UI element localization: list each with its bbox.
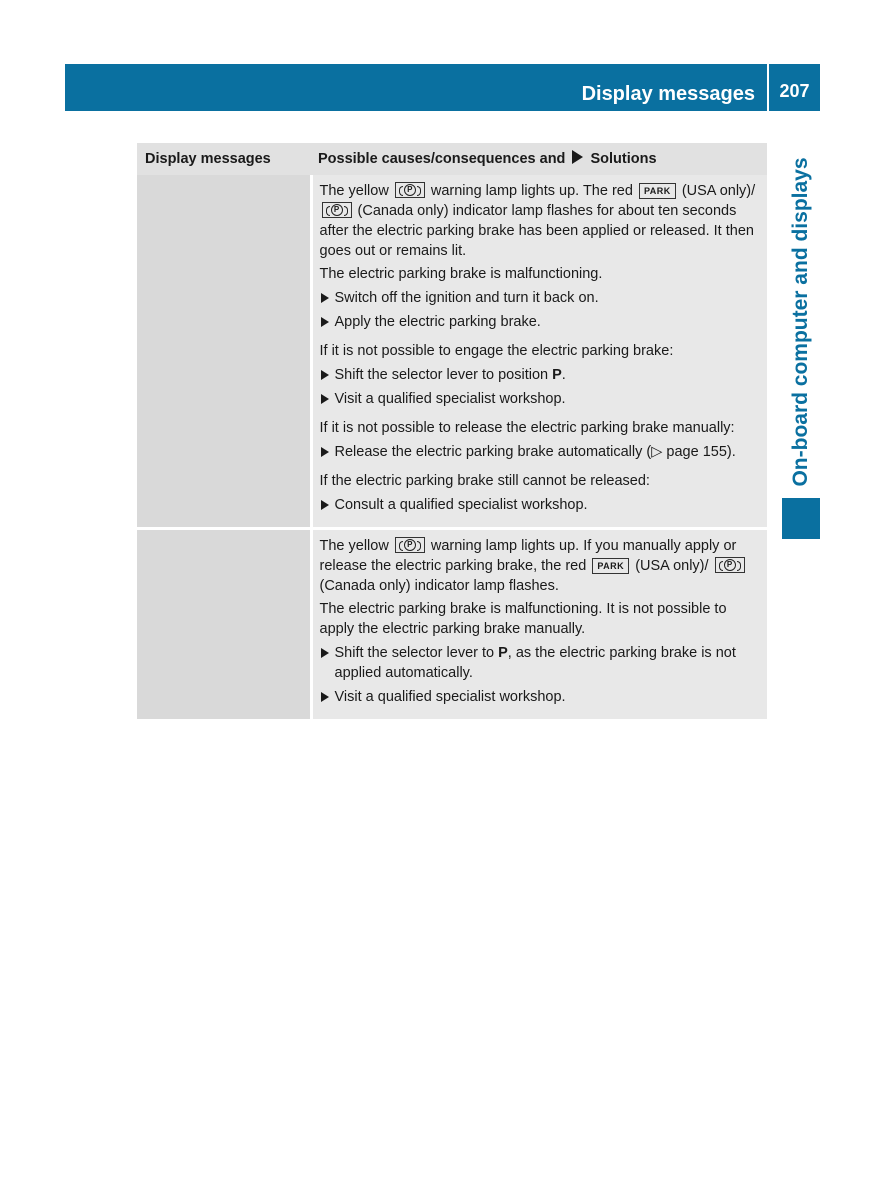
header-bar <box>65 64 767 111</box>
col-header-causes <box>311 143 767 175</box>
table-header-row <box>137 143 767 175</box>
list-item <box>320 442 762 462</box>
bullet-arrow-icon <box>321 692 329 702</box>
text: Visit a qualified specialist workshop. <box>334 391 566 407</box>
text: (USA only)/ <box>635 558 709 574</box>
col-header-display-messages: Display messages <box>137 143 311 175</box>
text: (Canada only) indicator lamp flashes for about ten seconds after the electric parking brake has been applied or released. It then goes out or remains lit. <box>319 203 754 259</box>
text: . <box>561 367 566 383</box>
bullet-arrow-icon <box>321 447 329 457</box>
text: The yellow <box>319 183 389 199</box>
text: Shift the selector lever to <box>334 645 495 661</box>
table-row <box>137 529 767 720</box>
list-item <box>320 643 762 683</box>
paragraph: If it is not possible to engage the electric parking brake: <box>319 343 674 359</box>
list-item <box>320 687 762 707</box>
col-header-causes-suffix: Solutions <box>590 151 657 167</box>
park-indicator-icon: PARK <box>592 558 629 574</box>
parking-brake-warning-icon <box>395 182 425 198</box>
bullet-arrow-icon <box>321 394 329 404</box>
text: Switch off the ignition and turn it back on. <box>334 290 599 306</box>
paragraph <box>320 181 762 261</box>
text: warning lamp lights up. If you manually apply or release the electric parking brake, the red <box>319 538 737 574</box>
display-messages-table <box>137 143 767 719</box>
page-number-box <box>769 64 820 111</box>
parking-brake-icon-letter: P <box>404 184 416 196</box>
causes-cell <box>311 529 767 720</box>
side-tab-label: On-board computer and displays <box>789 157 812 487</box>
parking-brake-indicator-icon <box>322 202 352 218</box>
text: Shift the selector lever to position <box>334 367 549 383</box>
page-reference-text[interactable]: Release the electric parking brake automatically (▷ page 155). <box>334 444 736 460</box>
paragraph: The electric parking brake is malfunctioning. <box>319 266 603 282</box>
bullet-arrow-icon <box>321 648 329 658</box>
text: (USA only)/ <box>681 183 756 199</box>
park-indicator-icon: PARK <box>639 183 676 199</box>
page-title: Display messages <box>581 83 755 105</box>
paragraph: The electric parking brake is malfunctioning. It is not possible to apply the electric parking brake manually. <box>319 601 727 637</box>
paragraph: If the electric parking brake still cannot be released: <box>319 473 650 489</box>
text: Consult a qualified specialist workshop. <box>334 497 588 513</box>
col-header-causes-prefix: Possible causes/consequences and <box>318 151 566 167</box>
parking-brake-icon-letter: P <box>404 539 416 551</box>
bullet-arrow-icon <box>321 293 329 303</box>
text: (Canada only) indicator lamp flashes. <box>319 578 559 594</box>
bullet-arrow-icon <box>321 500 329 510</box>
bullet-arrow-icon <box>321 370 329 380</box>
side-tab-marker <box>782 498 820 539</box>
list-item <box>320 312 762 332</box>
display-message-cell <box>137 175 311 529</box>
list-item <box>320 365 762 385</box>
display-message-cell <box>137 529 311 720</box>
paragraph: If it is not possible to release the electric parking brake manually: <box>319 420 735 436</box>
text: The yellow <box>319 538 389 554</box>
parking-brake-icon-letter: P <box>724 559 736 571</box>
list-item <box>320 288 762 308</box>
table-row <box>137 175 767 529</box>
text-bold: P <box>552 367 562 383</box>
text: , as the electric parking brake is not applied automatically. <box>334 645 736 681</box>
solutions-arrow-icon <box>572 150 583 164</box>
parking-brake-warning-icon <box>395 537 425 553</box>
parking-brake-icon-letter: P <box>331 204 343 216</box>
text: Visit a qualified specialist workshop. <box>334 689 566 705</box>
side-tab <box>782 152 820 492</box>
page-number: 207 <box>779 81 810 101</box>
bullet-arrow-icon <box>321 317 329 327</box>
text: warning lamp lights up. The red <box>430 183 633 199</box>
text: Apply the electric parking brake. <box>334 314 541 330</box>
paragraph <box>320 536 762 596</box>
list-item <box>320 389 762 409</box>
parking-brake-indicator-icon <box>715 557 745 573</box>
causes-cell <box>311 175 767 529</box>
list-item <box>320 495 762 515</box>
text-bold: P <box>498 645 508 661</box>
